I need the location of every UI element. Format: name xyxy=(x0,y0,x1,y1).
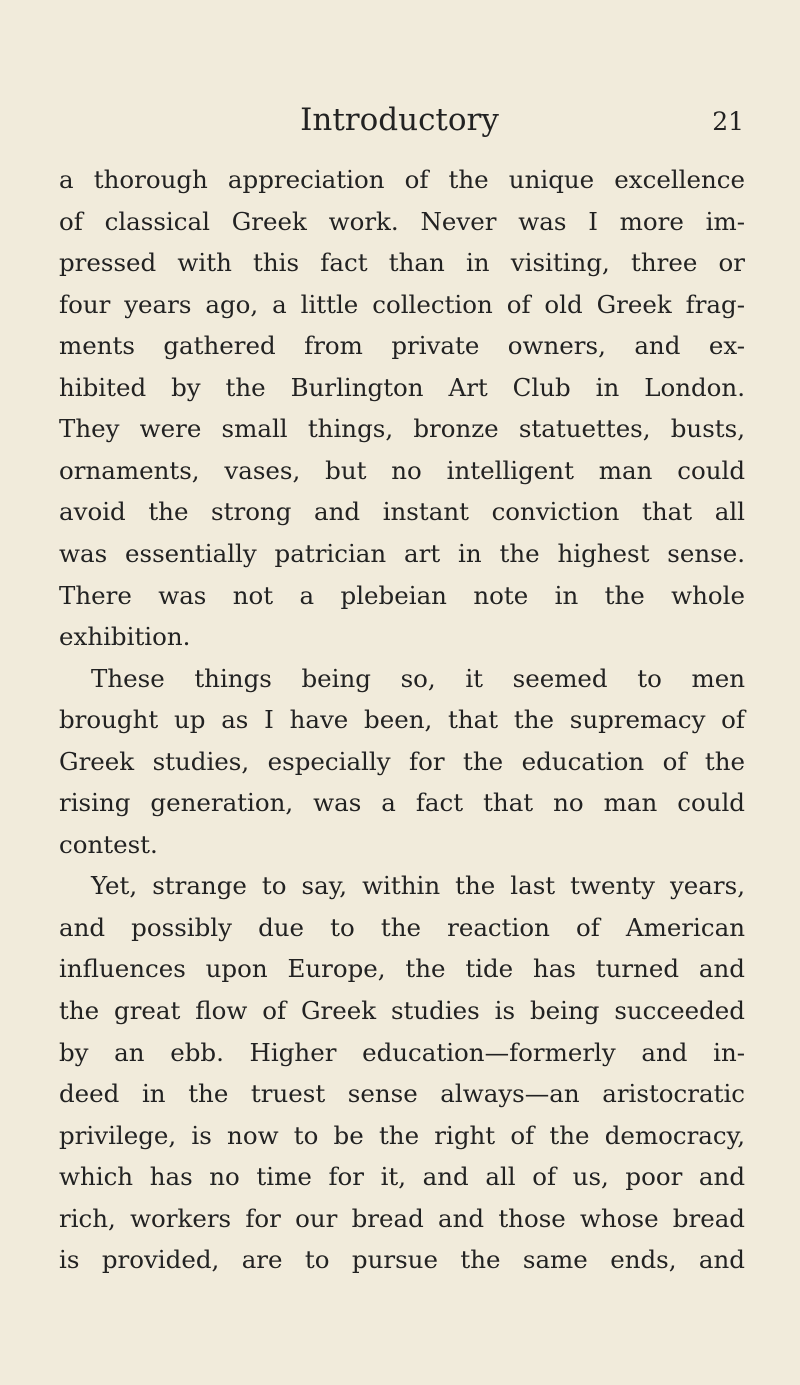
text-line: brought up as I have been, that the supremacy of xyxy=(59,705,745,735)
text-line: ments gathered from private owners, and ex- xyxy=(59,331,745,361)
text-line: four years ago, a little collection of old Greek frag- xyxy=(59,289,745,319)
text-line: deed in the truest sense always—an aristocratic xyxy=(59,1079,745,1109)
text-line: Greek studies, especially for the education of the xyxy=(59,746,745,776)
text-line: which has no time for it, and all of us, poor and xyxy=(59,1162,745,1192)
text-line: pressed with this fact than in visiting, three or xyxy=(59,248,745,278)
text-line: ornaments, vases, but no intelligent man could xyxy=(59,455,745,485)
chapter-title: Introductory xyxy=(300,102,499,138)
text-line: rising generation, was a fact that no man could xyxy=(59,788,745,818)
text-line: was essentially patrician art in the highest sense. xyxy=(59,538,745,568)
text-line: contest. xyxy=(59,829,158,859)
text-line: These things being so, it seemed to men xyxy=(91,663,745,693)
text-line: the great flow of Greek studies is being succeeded xyxy=(59,996,745,1025)
page-number: 21 xyxy=(712,107,744,136)
text-line: by an ebb. Higher education—formerly and in- xyxy=(59,1037,745,1067)
text-line: hibited by the Burlington Art Club in London. xyxy=(59,372,745,402)
text-line: is provided, are to pursue the same ends, and xyxy=(59,1245,745,1275)
text-line: of classical Greek work. Never was I more im- xyxy=(59,206,745,236)
running-head xyxy=(55,100,744,150)
text-line: influences upon Europe, the tide has turned and xyxy=(59,954,745,984)
text-line: a thorough appreciation of the unique excellence xyxy=(59,165,745,194)
text-line: They were small things, bronze statuettes, busts, xyxy=(59,414,745,444)
text-line: avoid the strong and instant conviction that all xyxy=(59,497,745,527)
text-line: privilege, is now to be the right of the democracy, xyxy=(59,1120,745,1150)
text-line: rich, workers for our bread and those whose bread xyxy=(59,1203,745,1233)
text-line: There was not a plebeian note in the whole xyxy=(59,580,745,610)
text-line: exhibition. xyxy=(59,622,191,652)
text-line: and possibly due to the reaction of American xyxy=(59,912,745,942)
text-line: Yet, strange to say, within the last twenty years, xyxy=(91,871,745,901)
